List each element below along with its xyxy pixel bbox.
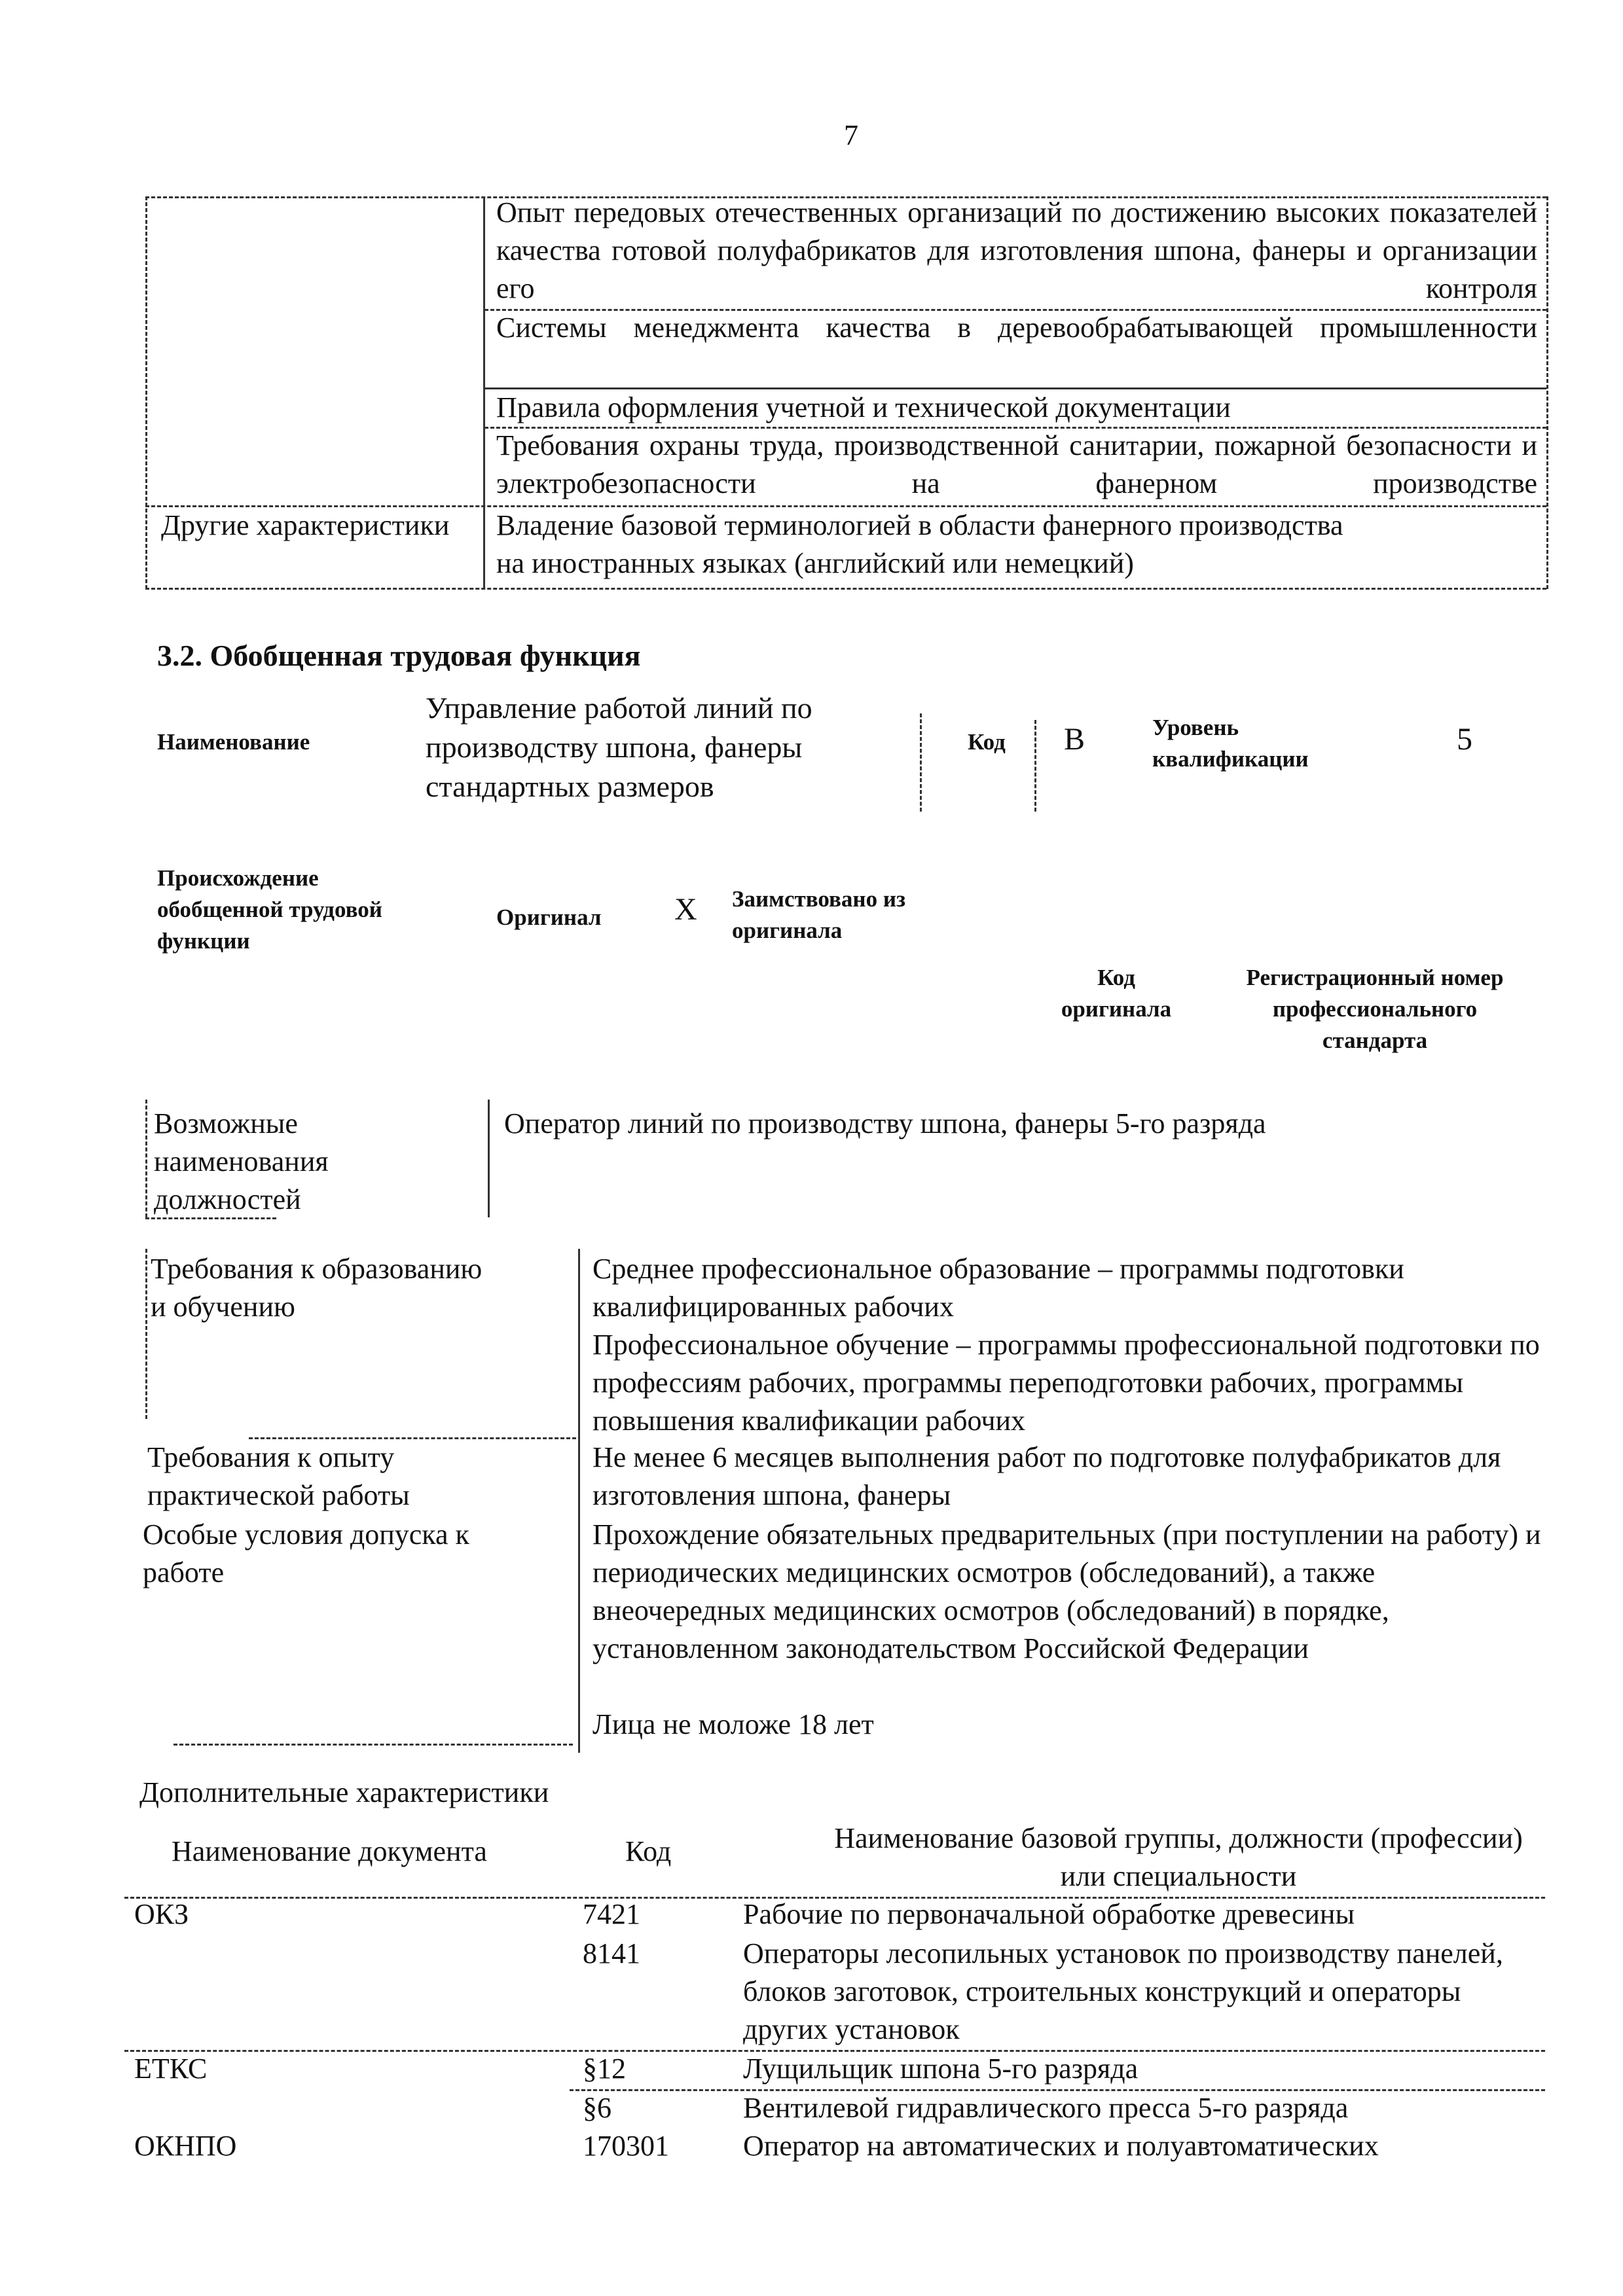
border — [145, 1100, 147, 1217]
code-original-label: Код оригинала — [1061, 965, 1172, 1022]
positions-value: Оператор линий по производству шпона, фанеры 5-го разряда — [504, 1107, 1266, 1139]
divider — [578, 1249, 580, 1753]
name-cell: Рабочие по первоначальной обработке древесины — [743, 1898, 1355, 1930]
section-title: 3.2. Обобщенная трудовая функция — [157, 639, 641, 672]
doc-cell: ОКНПО — [134, 2130, 237, 2162]
divider — [488, 1100, 490, 1217]
special-conditions-label: Особые условия допуска к работе — [143, 1518, 469, 1588]
col-header-document: Наименование документа — [172, 1835, 487, 1867]
code-value: В — [1064, 722, 1085, 757]
code-label: Код — [968, 729, 1006, 755]
positions-label: Возможные наименования должностей — [154, 1107, 329, 1215]
name-cell: Операторы лесопильных установок по производству панелей, блоков заготовок, строительных конструкций и операторы других установок — [743, 1937, 1503, 2045]
name-cell: Вентилевой гидравлического пресса 5-го разряда — [743, 2092, 1349, 2124]
level-value: 5 — [1457, 722, 1472, 757]
table-row: Системы менеджмента качества в деревообрабатывающей промышленности — [496, 312, 1537, 344]
other-characteristics-text: Владение базовой терминологией в области фанерного производства — [496, 509, 1343, 541]
table-row: Требования охраны труда, производственной санитарии, пожарной безопасности и электробезопасности на фанерном производстве — [496, 429, 1537, 499]
table-border-bottom — [145, 588, 1546, 590]
col-header-code: Код — [625, 1835, 672, 1867]
divider — [1034, 720, 1036, 812]
education-text: Профессиональное обучение – программы профессиональной подготовки по профессиям рабочих, программы переподготовки рабочих, программы повышения квалификации рабочих — [593, 1329, 1540, 1437]
name-cell: Лущильщик шпона 5-го разряда — [743, 2053, 1139, 2085]
origin-label: Происхождение обобщенной трудовой функции — [157, 865, 382, 954]
experience-label: Требования к опыту практической работы — [147, 1441, 410, 1511]
other-characteristics-label: Другие характеристики — [161, 509, 450, 541]
row-divider — [173, 1744, 573, 1746]
special-conditions-text: Лица не моложе 18 лет — [593, 1708, 874, 1740]
code-cell: 8141 — [583, 1937, 640, 1969]
education-text: Среднее профессиональное образование – программы подготовки квалифицированных рабочих — [593, 1253, 1404, 1323]
border — [145, 1249, 147, 1419]
col-header-name: Наименование базовой группы, должности (профессии) или специальности — [834, 1822, 1523, 1892]
doc-cell: ОКЗ — [134, 1898, 189, 1930]
experience-text: Не менее 6 месяцев выполнения работ по подготовке полуфабрикатов для изготовления шпона, фанеры — [593, 1441, 1501, 1511]
original-label: Оригинал — [496, 905, 602, 930]
table-row: Опыт передовых отечественных организаций по достижению высоких показателей качества готовой полуфабрикатов для изготовления шпона, фанеры и организации его контроля — [496, 196, 1537, 304]
level-label: Уровень квалификации — [1152, 715, 1309, 772]
additional-title: Дополнительные характеристики — [139, 1776, 549, 1808]
code-cell: §6 — [583, 2092, 611, 2124]
other-characteristics-text: на иностранных языках (английский или немецкий) — [496, 547, 1134, 579]
special-conditions-text: Прохождение обязательных предварительных (при поступлении на работу) и периодических медицинских осмотров (обследований), а также внеочередных медицинских осмотров (обследований) в порядке, установленном законодательством Российской Федерации — [593, 1518, 1541, 1664]
table-row: Правила оформления учетной и технической документации — [496, 391, 1231, 423]
education-label: Требования к образованию и обучению — [151, 1253, 483, 1323]
code-cell: §12 — [583, 2053, 626, 2085]
original-mark: X — [674, 892, 697, 927]
page-number: 7 — [844, 119, 858, 151]
table-border-right — [1546, 196, 1548, 589]
name-cell: Оператор на автоматических и полуавтоматических — [743, 2130, 1379, 2162]
function-name: Управление работой линий по производству шпона, фанеры стандартных размеров — [426, 691, 812, 803]
doc-cell: ЕТКС — [134, 2053, 208, 2085]
borrowed-label: Заимствовано из оригинала — [732, 886, 906, 943]
table-divider — [483, 196, 485, 589]
code-cell: 170301 — [583, 2130, 669, 2162]
code-cell: 7421 — [583, 1898, 640, 1930]
reg-number-label: Регистрационный номер профессионального стандарта — [1246, 965, 1504, 1053]
name-label: Наименование — [157, 729, 310, 755]
table-border-left — [145, 196, 147, 589]
divider — [920, 713, 922, 812]
